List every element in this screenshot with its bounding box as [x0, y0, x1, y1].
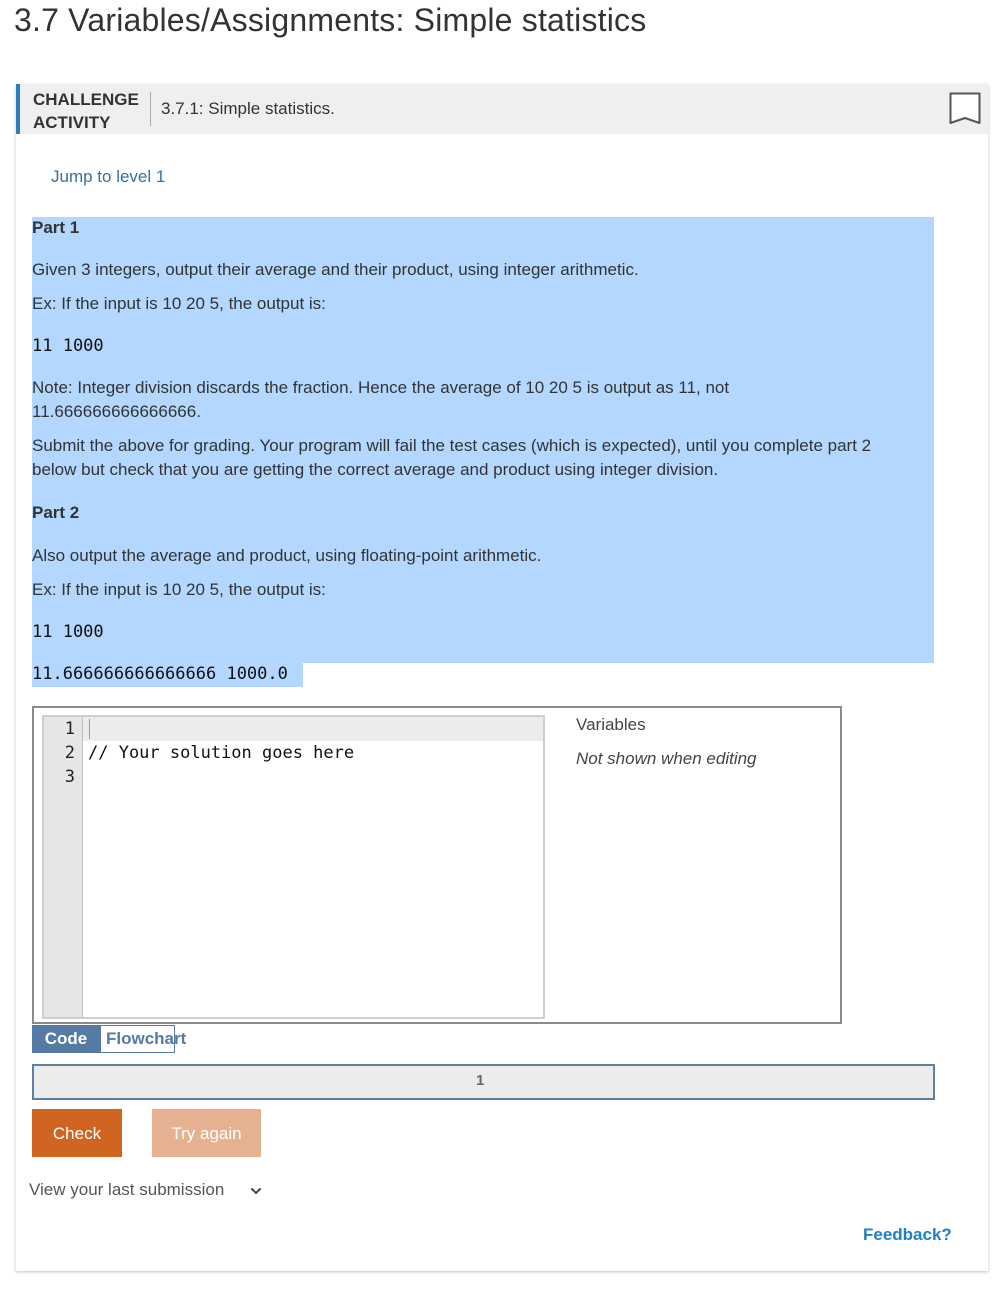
text-cursor	[89, 719, 90, 739]
part1-heading: Part 1	[32, 218, 80, 237]
bookmark-icon[interactable]	[949, 92, 981, 128]
note-line-2: 11.666666666666666.	[32, 402, 201, 421]
header-divider	[150, 92, 151, 126]
part1-example-output: 11 1000	[32, 336, 104, 356]
check-button[interactable]: Check	[32, 1109, 122, 1157]
variables-note: Not shown when editing	[576, 749, 757, 768]
chevron-down-icon[interactable]	[249, 1184, 263, 1198]
submit-line-2: below but check that you are getting the correct average and product using integer division.	[32, 460, 719, 479]
view-last-submission-link[interactable]: View your last submission	[29, 1180, 225, 1199]
part1-example-label: Ex: If the input is 10 20 5, the output is:	[32, 294, 326, 313]
line-number: 2	[64, 743, 75, 763]
level-progress-bar[interactable]	[32, 1064, 935, 1100]
try-again-button[interactable]: Try again	[152, 1109, 261, 1157]
editor-panel	[32, 706, 842, 1024]
part2-heading: Part 2	[32, 503, 80, 522]
feedback-link[interactable]: Feedback?	[863, 1225, 952, 1244]
tab-flowchart[interactable]: Flowchart	[100, 1025, 175, 1053]
part2-example-label: Ex: If the input is 10 20 5, the output is:	[32, 580, 326, 599]
part2-example-output-line1: 11 1000	[32, 622, 104, 642]
code-line[interactable]: // Your solution goes here	[88, 743, 355, 763]
line-number: 3	[64, 767, 75, 787]
note-line-1: Note: Integer division discards the fraction. Hence the average of 10 20 5 is output as 11, not	[32, 378, 730, 397]
part2-description: Also output the average and product, using floating-point arithmetic.	[32, 546, 542, 565]
activity-type-line2: ACTIVITY	[33, 113, 111, 132]
activity-title: 3.7.1: Simple statistics.	[161, 99, 335, 118]
activity-type-label	[33, 88, 139, 134]
page-title: 3.7 Variables/Assignments: Simple statistics	[14, 2, 647, 38]
challenge-activity-card	[16, 84, 988, 1271]
jump-to-level-link[interactable]: Jump to level 1	[51, 167, 166, 186]
variables-title: Variables	[576, 715, 646, 734]
active-line-highlight	[83, 717, 543, 741]
level-indicator[interactable]: 1	[476, 1072, 485, 1089]
part2-example-output-line2: 11.666666666666666 1000.0	[32, 664, 288, 684]
line-number: 1	[64, 719, 75, 739]
part1-description: Given 3 integers, output their average and their product, using integer arithmetic.	[32, 260, 639, 279]
activity-type-line1: CHALLENGE	[33, 90, 139, 109]
activity-header	[16, 84, 988, 134]
submit-line-1: Submit the above for grading. Your program will fail the test cases (which is expected), until you complete part 2	[32, 436, 872, 455]
tab-code[interactable]: Code	[32, 1025, 100, 1053]
code-editor[interactable]	[42, 715, 545, 1019]
